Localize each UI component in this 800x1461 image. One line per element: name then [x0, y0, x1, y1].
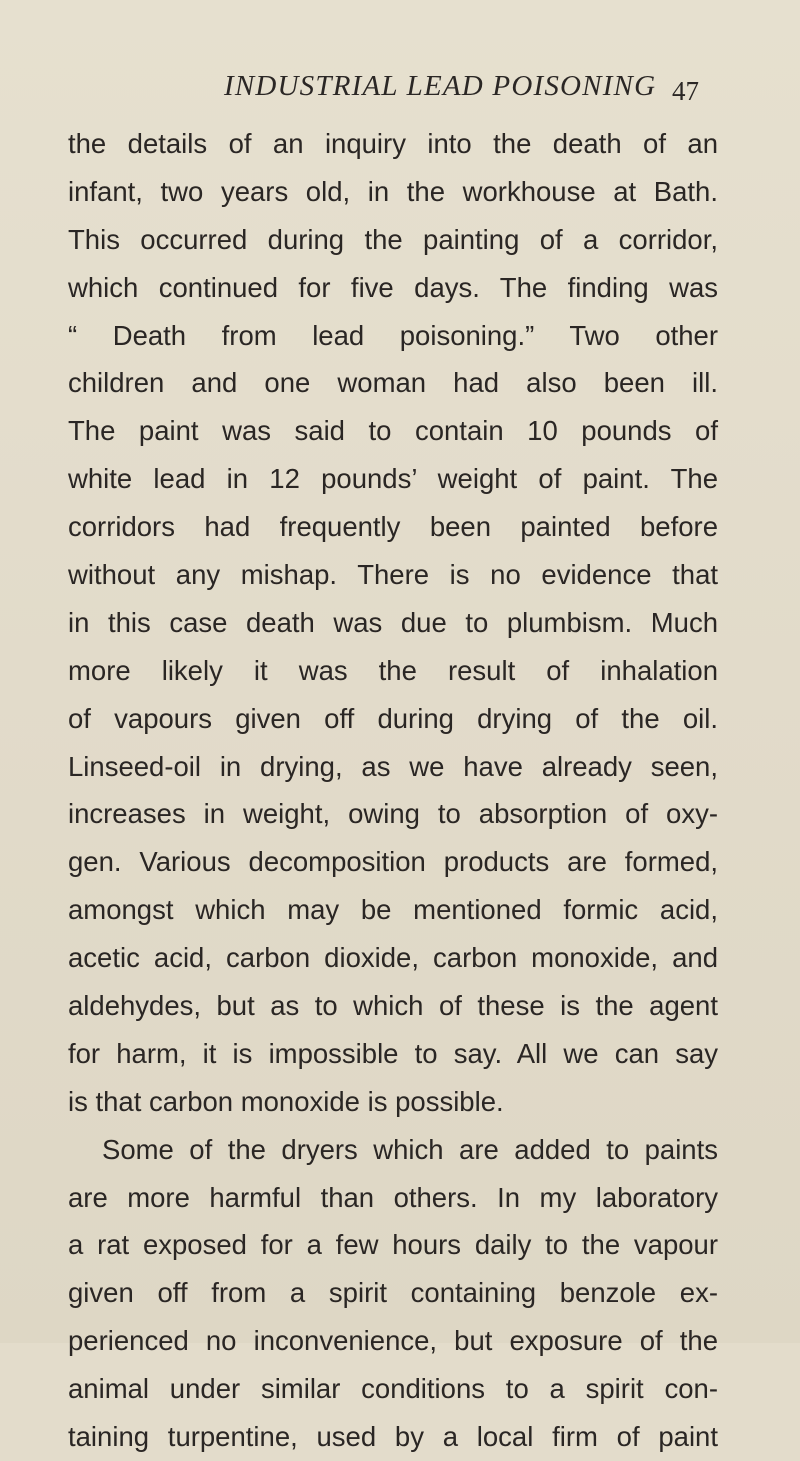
text-line: which continued for five days. The finding was: [68, 271, 718, 303]
text-line: Linseed-oil in drying, as we have already seen,: [68, 750, 718, 782]
text-line: infant, two years old, in the workhouse at Bath.: [68, 175, 718, 207]
running-title: INDUSTRIAL LEAD POISONING: [224, 70, 657, 102]
text-line: are more harmful than others. In my laboratory: [68, 1181, 718, 1213]
text-line: amongst which may be mentioned formic acid,: [68, 894, 718, 926]
page-number: 47: [672, 76, 699, 106]
text-line: perienced no inconvenience, but exposure of the: [68, 1325, 718, 1357]
text-line: This occurred during the painting of a corridor,: [68, 223, 718, 255]
text-line: corridors had frequently been painted before: [68, 511, 718, 543]
text-line: The paint was said to contain 10 pounds of: [68, 415, 718, 447]
text-line: of vapours given off during drying of the oil.: [68, 702, 718, 734]
text-line: taining turpentine, used by a local firm of paint: [68, 1421, 718, 1453]
text-line: animal under similar conditions to a spirit con-: [68, 1373, 718, 1405]
text-line: aldehydes, but as to which of these is the agent: [68, 990, 718, 1022]
running-head: [0, 70, 800, 110]
text-line: in this case death was due to plumbism. Much: [68, 606, 718, 638]
text-line: acetic acid, carbon dioxide, carbon monoxide, and: [68, 942, 718, 974]
paragraph-start-line: Some of the dryers which are added to paints: [102, 1133, 718, 1165]
text-line: white lead in 12 pounds’ weight of paint. The: [68, 463, 718, 495]
text-line: increases in weight, owing to absorption of oxy-: [68, 798, 718, 830]
text-line: given off from a spirit containing benzole ex-: [68, 1277, 718, 1309]
body-text: [68, 120, 718, 1461]
text-line: more likely it was the result of inhalation: [68, 654, 718, 686]
text-line: a rat exposed for a few hours daily to the vapour: [68, 1229, 718, 1261]
paragraph-end-line: is that carbon monoxide is possible.: [68, 1085, 504, 1117]
text-line: the details of an inquiry into the death of an: [68, 128, 718, 159]
text-line: children and one woman had also been ill.: [68, 367, 718, 399]
text-line: without any mishap. There is no evidence that: [68, 559, 718, 591]
text-line: gen. Various decomposition products are formed,: [68, 846, 718, 878]
text-line: for harm, it is impossible to say. All we can say: [68, 1037, 718, 1069]
text-line: “ Death from lead poisoning.” Two other: [68, 319, 718, 351]
